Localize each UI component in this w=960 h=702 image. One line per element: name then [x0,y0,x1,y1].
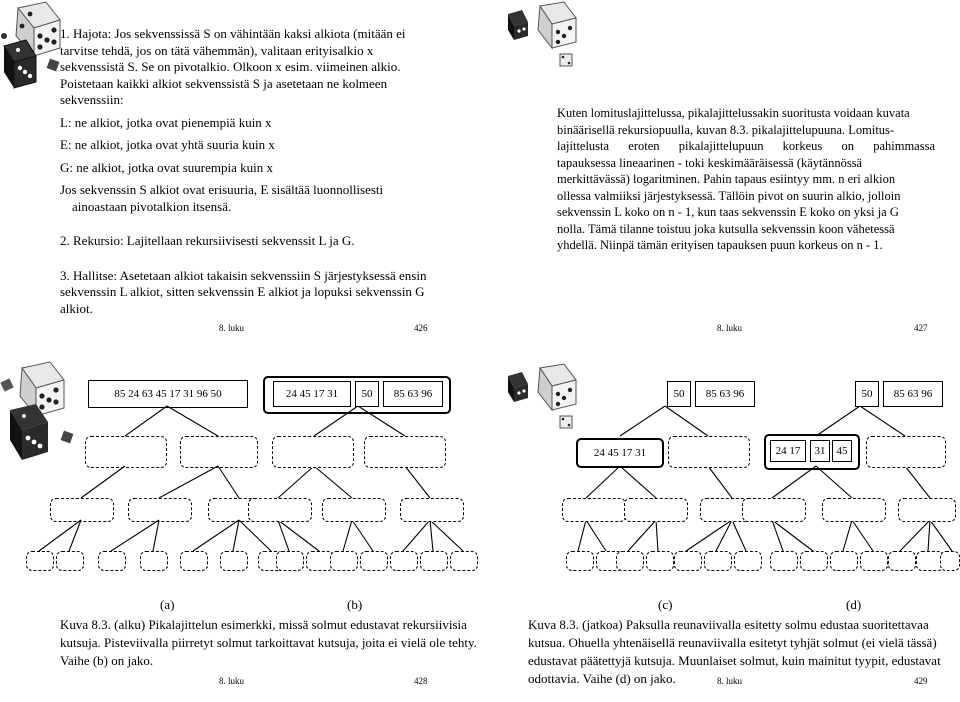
caption-line: Kuva 8.3. (alku) Pikalajittelun esimerkki, missä solmut edustavat rekursiivisia [60,617,467,632]
footer-page-number: 428 [414,676,428,686]
note-line: Jos sekvenssin S alkiot ovat erisuuria, E sisältää luonnollisesti [60,182,384,197]
empty-node [940,551,960,571]
empty-node [276,551,304,571]
page-426 [60,26,440,317]
empty-node [866,436,946,468]
step2: 2. Rekursio: Lajitellaan rekursiivisesti sekvenssit L ja G. [60,233,355,248]
empty-node [420,551,448,571]
step1-line: 1. Hajota: Jos sekvenssissä S on vähintään kaksi alkiota (mitään ei [60,26,406,41]
caption-line: Vaihe (b) on jako. [60,653,154,668]
sequence-node: 85 63 96 [883,381,943,407]
empty-node [390,551,418,571]
label-d: (d) [846,597,862,612]
step3-line: sekvenssin L alkiot, sitten sekvenssin E alkiot ja lopuksi sekvenssin G [60,284,425,299]
empty-node [364,436,446,468]
empty-node [704,551,732,571]
text-line: sekvenssin L koko on n - 1, kun taas sekvenssin E koko on yksi ja G [557,205,899,219]
pivot-node: 50 [667,381,691,407]
active-node: 24 45 17 31 [576,438,664,468]
text-line: Kuten lomituslajittelussa, pikalajittelussakin suoritusta voidaan kuvata [557,106,910,120]
empty-node [562,498,626,522]
footer-chapter: 8. luku [219,323,245,333]
sequence-node: 45 [832,440,852,462]
footer-chapter: 8. luku [717,676,743,686]
footer-page-number: 429 [914,676,928,686]
empty-node [898,498,956,522]
empty-node [674,551,702,571]
step3-line: 3. Hallitse: Asetetaan alkiot takaisin sekvenssiin S järjestyksessä ensin [60,267,427,283]
empty-node [800,551,828,571]
list-item-L: L: ne alkiot, jotka ovat pienempiä kuin x [60,114,272,130]
label-c: (c) [658,597,673,612]
pivot-node: 50 [855,381,879,407]
note-line: ainoastaan pivotalkion itsensä. [72,198,232,214]
empty-node [668,436,750,468]
text-line: lajittelusta eroten pikalajittelupuun korkeus on pahimmassa [557,139,935,153]
step3-line: alkiot. [60,300,93,316]
empty-node [646,551,674,571]
caption-line: kutsua. Ohuella yhtenäisellä reunaviivalla esitetyt tyhjät solmut (ei vielä tässä) [528,635,937,650]
empty-node [734,551,762,571]
step1-line: sekvenssistä S. Se on pivotalkio. Olkoon x esim. viimeinen alkio. [60,59,401,74]
figure-caption [60,616,477,670]
empty-node [860,551,888,571]
step1-line: sekvenssiin: [60,92,124,107]
caption-line: Kuva 8.3. (jatkoa) Paksulla reunaviivalla esitetty solmu edustaa suoritettavaa [528,617,929,632]
list-item-G: G: ne alkiot, jotka ovat suurempia kuin x [60,159,274,175]
caption-line: odottavia. Vaihe (d) on jako. [528,671,676,686]
list-item-E: E: ne alkiot, jotka ovat yhtä suuria kuin x [60,137,275,152]
caption-line: edustavat päätettyjä kutsuja. Muunlaiset solmut, kuin mainitut tyypit, edustavat [528,653,941,668]
pivot-node: 31 [810,440,830,462]
empty-node [322,498,386,522]
empty-node [330,551,358,571]
caption-line: kutsuja. Pisteviivalla piirretyt solmut tarkoittavat kutsuja, joita ei vielä ole tehty. [60,635,477,650]
text-line: merkittävässä) logaritminen. Pahin tapaus esiintyy mm. n eri alkion [557,172,896,186]
text-line: ollessa valmiiksi järjestyksessä. Tällöin pivot on suurin alkio, jolloin [557,188,901,203]
sequence-node: 24 17 [770,440,806,462]
text-line: tapauksessa lineaarinen - toki keskimääräisessä (käytännössä [557,155,863,170]
page-427 [557,105,935,254]
pivot-node: 50 [355,381,379,407]
sequence-node: 85 24 63 45 17 31 96 50 [88,380,248,408]
empty-node [822,498,886,522]
sequence-node: 24 45 17 31 [273,381,351,407]
step1-line: tarvitse tehdä, jos on tätä vähemmän), valitaan erityisalkio x [60,42,374,58]
empty-node [888,551,916,571]
empty-node [830,551,858,571]
footer-page-number: 426 [414,323,428,333]
footer-page-number: 427 [914,323,928,333]
label-b: (b) [347,597,363,612]
empty-node [566,551,594,571]
footer-chapter: 8. luku [219,676,245,686]
empty-node [272,436,354,468]
empty-node [248,498,312,522]
empty-node [616,551,644,571]
step1-line: Poistetaan kaikki alkiot sekvenssistä S ja asetetaan ne kolmeen [60,75,388,91]
empty-node [770,551,798,571]
empty-node [400,498,464,522]
dice-icon [500,0,590,80]
sequence-node: 85 63 96 [383,381,443,407]
label-a: (a) [160,597,175,612]
empty-node [624,498,688,522]
empty-node [742,498,806,522]
footer-chapter: 8. luku [717,323,743,333]
empty-node [360,551,388,571]
sequence-node: 85 63 96 [695,381,755,407]
empty-node [450,551,478,571]
text-line: yhdellä. Niinpä tämän erityisen tapauksen puun korkeus on n - 1. [557,238,883,252]
text-line: nolla. Tämä tilanne toistuu joka kutsulla sekvenssin koon vähetessä [557,221,895,236]
text-line: binäärisellä rekursiopuulla, kuvan 8.3. pikalajittelupuuna. Lomitus- [557,122,895,137]
